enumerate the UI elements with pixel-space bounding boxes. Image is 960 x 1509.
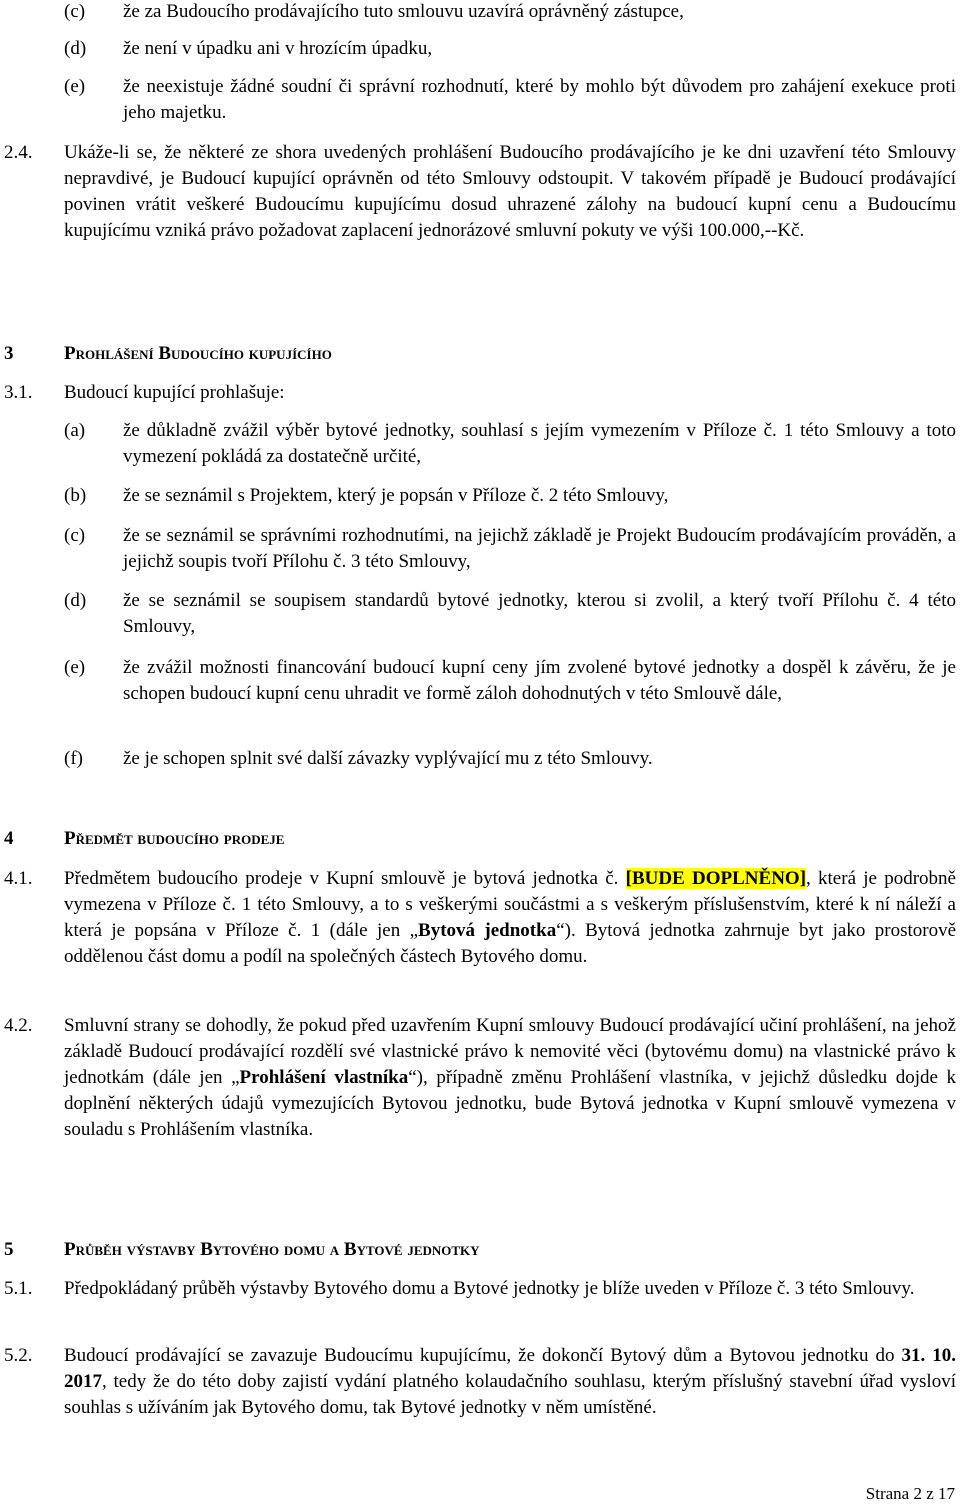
text-run: , která je podrobně vymezena v Příloze č. 1 této Smlouvy, a to s veškerými součástmi a s veškerým příslušenstvím, které k ní náleží a která je popsána v Příloze č. 1 (dále jen „ [64, 868, 956, 941]
section-title: Předmět budoucího prodeje [64, 828, 285, 849]
list-item-text: že neexistuje žádné soudní či správní rozhodnutí, které by mohlo být důvodem pro zahájení exekuce proti jeho majetku. [123, 76, 956, 123]
text-run: “), případně změnu Prohlášení vlastníka, v jejichž důsledku dojde k doplnění některých údajů vymezujících Bytovou jednotku, bude Bytová jednotka v Kupní smlouvě vymezena v souladu s Prohlášením vlastníka. [64, 1067, 956, 1140]
placeholder-highlight: [BUDE DOPLNĚNO] [625, 868, 807, 889]
list-item-text: že není v úpadku ani v hrozícím úpadku, [123, 38, 433, 59]
section-title: Prohlášení Budoucího kupujícího [64, 343, 332, 364]
section-number: 5 [4, 1239, 14, 1260]
section-title: Průběh výstavby Bytového domu a Bytové jednotky [64, 1239, 480, 1260]
list-label: (e) [64, 76, 86, 97]
defined-term: Prohlášení vlastníka [239, 1067, 409, 1088]
section-number: 3 [4, 343, 14, 364]
paragraph-text: Předpokládaný průběh výstavby Bytového domu a Bytové jednotky je blíže uveden v Příloze č. 3 této Smlouvy. [64, 1278, 915, 1299]
list-item-text: že zvážil možnosti financování budoucí kupní ceny jím zvolené bytové jednotky a dospěl k závěru, že je schopen budoucí kupní cenu uhradit ve formě záloh dohodnutých v této Smlouvě dále, [123, 657, 956, 704]
text-run: “). Bytová jednotka zahrnuje byt jako prostorově oddělenou část domu a podíl na společných částech Bytového domu. [64, 920, 957, 967]
text-run: Smluvní strany se dohodly, že pokud před uzavřením Kupní smlouvy Budoucí prodávající učiní prohlášení, na jehož základě Budoucí prodávající rozdělí své vlastnické právo k nemovité věci (bytovému domu) na vlastnické právo k jednotkám (dále jen „ [64, 1015, 956, 1088]
list-label: (c) [64, 1, 86, 22]
list-item-text: že za Budoucího prodávajícího tuto smlouvu uzavírá oprávněný zástupce, [123, 1, 684, 22]
list-item-text: že je schopen splnit své další závazky vyplývající mu z této Smlouvy. [123, 748, 653, 769]
paragraph-number: 3.1. [4, 382, 33, 403]
list-item-text: že důkladně zvážil výběr bytové jednotky, souhlasí s jejím vymezením v Příloze č. 1 této Smlouvy a toto vymezení pokládá za dostatečně určité, [123, 420, 956, 467]
paragraph-text [64, 866, 956, 970]
list-label: (e) [64, 657, 86, 678]
section-number: 4 [4, 828, 14, 849]
paragraph-text: Ukáže-li se, že některé ze shora uvedených prohlášení Budoucího prodávajícího je ke dni uzavření této Smlouvy nepravdivé, je Budoucí kupující oprávněn od této Smlouvy odstoupit. V takovém případě je Budoucí prodávající povinen vrátit veškeré Budoucímu kupujícímu dosud uhrazené zálohy na budoucí kupní cenu a Budoucímu kupujícímu vzniká právo požadovat zaplacení jednorázové smluvní pokuty ve výši 100.000,--Kč. [64, 142, 956, 241]
list-label: (f) [64, 748, 83, 769]
list-label: (a) [64, 420, 86, 441]
paragraph-number: 5.1. [4, 1278, 33, 1299]
list-label: (b) [64, 485, 87, 506]
list-item-text: že se seznámil se správními rozhodnutími, na jejichž základě je Projekt Budoucím prodávajícím prováděn, a jejichž soupis tvoří Přílohu č. 3 této Smlouvy, [123, 525, 956, 572]
list-label: (c) [64, 525, 86, 546]
text-run: , tedy že do této doby zajistí vydání platného kolaudačního souhlasu, kterým příslušný stavební úřad vysloví souhlas s užíváním jak Bytového domu, tak Bytové jednotky v něm umístěné. [64, 1371, 956, 1418]
paragraph-number: 4.1. [4, 868, 33, 889]
page-number: Strana 2 z 17 [865, 1484, 955, 1503]
list-item-text: že se seznámil s Projektem, který je popsán v Příloze č. 2 této Smlouvy, [123, 485, 669, 506]
paragraph-number: 5.2. [4, 1345, 33, 1366]
text-run: Budoucí prodávající se zavazuje Budoucímu kupujícímu, že dokončí Bytový dům a Bytovou jednotku do [64, 1345, 902, 1366]
paragraph-text [64, 1013, 956, 1143]
list-label: (d) [64, 38, 87, 59]
completion-date: 31. 10. 2017 [64, 1345, 956, 1392]
paragraph-number: 2.4. [4, 142, 33, 163]
text-run: Předmětem budoucího prodeje v Kupní smlouvě je bytová jednotka č. [64, 868, 626, 889]
paragraph-number: 4.2. [4, 1015, 33, 1036]
list-item-text: že se seznámil se soupisem standardů bytové jednotky, kterou si zvolil, a který tvoří Přílohu č. 4 této Smlouvy, [123, 590, 956, 637]
list-label: (d) [64, 590, 87, 611]
paragraph-text: Budoucí kupující prohlašuje: [64, 382, 285, 403]
paragraph-text [64, 1343, 956, 1421]
defined-term: Bytová jednotka [418, 920, 557, 941]
